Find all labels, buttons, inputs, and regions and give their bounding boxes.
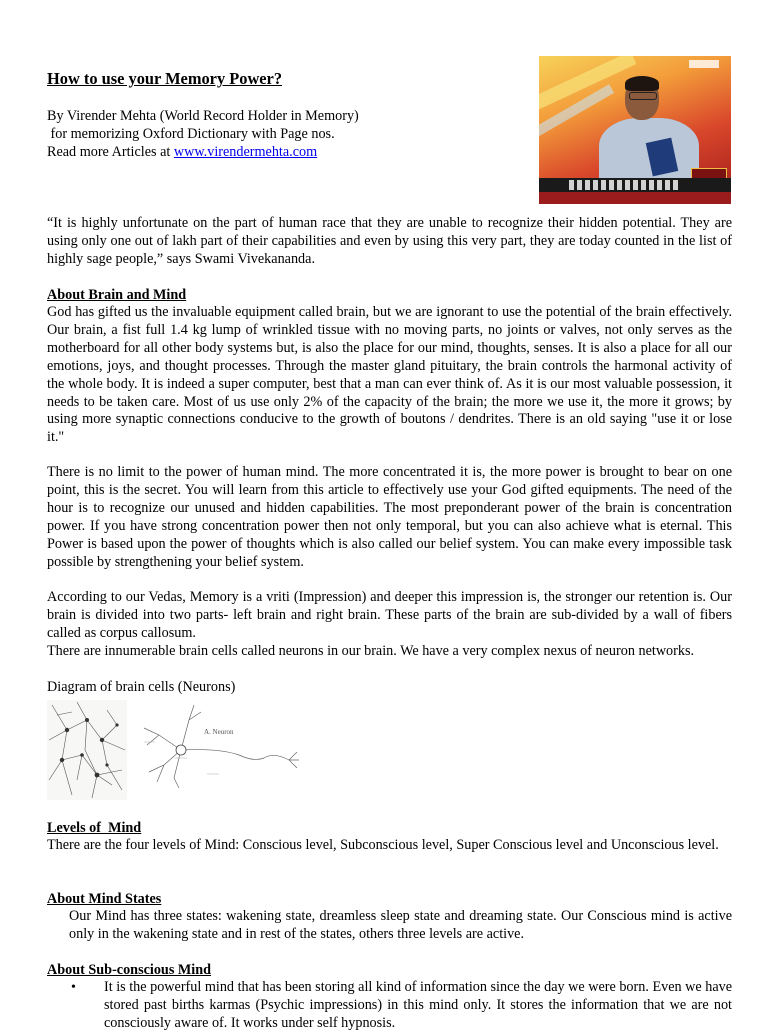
heading-levels-of-mind: Levels of Mind bbox=[47, 820, 142, 836]
heading-brain-and-mind: About Brain and Mind bbox=[47, 287, 187, 303]
neuron-label: A. Neuron bbox=[204, 728, 234, 736]
heading-mind-states: About Mind States bbox=[47, 891, 162, 907]
vivekananda-quote: “It is highly unfortunate on the part of human race that they are unable to recognize their hidden potential. They are using only one out of lakh part of their capabilities and even by using this very part, they are today counted in the list of highly sage people,” says Swami Vivekananda. bbox=[47, 215, 732, 267]
paragraph-levels-of-mind: There are the four levels of Mind: Conscious level, Subconscious level, Super Conscious level and Unconscious level. bbox=[47, 837, 719, 853]
article-title: How to use your Memory Power? bbox=[47, 69, 283, 88]
author-tv-photo bbox=[539, 56, 731, 204]
heading-subconscious-mind: About Sub-conscious Mind bbox=[47, 962, 211, 978]
paragraph-power-of-mind: There is no limit to the power of human mind. The more concentrated it is, the more power is brought to bear on one point, this is the secret. You will learn from this article to effectively use your God gifted equipments. The need of the hour is to recognize our unused and hidden capabilities. The most preponderant power of the brain is concentration power. If you have strong concentration power then not only temporal, but you can also achieve what is eternal. This Power is based upon the power of thoughts which is also called our belief system. You can make every impossible task possible by strengthening your belief system. bbox=[47, 464, 732, 570]
paragraph-brain-and-mind: God has gifted us the invaluable equipment called brain, but we are ignorant to use the potential of the brain effectively. Our brain, a fist full 1.4 kg lump of wrinkled tissue with no moving parts, no joints or valves, not only serves as the motherboard for all other body systems but, is also the place for our mind, thoughts, senses. It is also a place for all our emotions, joys, and thought processes. Through the master gland pituitary, the brain controls the harmonal activity of the whole body. It is indeed a super computer, best that a man can ever think of. As it is our most valuable possession, it needs to be taken care. Most of us use only 2% of the capacity of the brain; the more we use it, the more it grows; by using more synaptic connections conducive to the growth of boutons / dendrites. There is an old saying "use it or lose it." bbox=[47, 304, 732, 446]
paragraph-vedas-memory: According to our Vedas, Memory is a vriti (Impression) and deeper this impression is, the stronger our retention is. Our brain is divided into two parts- left brain and right brain. These parts of the brain are sub-divided by a wall of fibers called as corpus callosum. bbox=[47, 589, 732, 641]
paragraph-neurons: There are innumerable brain cells called neurons in our brain. We have a very complex nexus of neuron networks. bbox=[47, 643, 695, 659]
byline-more-label: Read more Articles at bbox=[47, 143, 174, 160]
bullet-icon: • bbox=[71, 980, 76, 995]
paragraph-mind-states: Our Mind has three states: wakening state, dreamless sleep state and dreaming state. Our Conscious mind is active only in the wakening state and in rest of the states, others three levels are active. bbox=[69, 908, 732, 942]
diagram-caption: Diagram of brain cells (Neurons) bbox=[47, 679, 236, 695]
byline-record: for memorizing Oxford Dictionary with Page nos. bbox=[47, 125, 335, 142]
channel-logo-icon bbox=[689, 60, 719, 68]
website-link[interactable]: www.virendermehta.com bbox=[173, 143, 318, 160]
byline-more bbox=[47, 144, 517, 162]
byline bbox=[47, 108, 517, 162]
neuron-network-image bbox=[47, 700, 127, 800]
byline-author: By Virender Mehta (World Record Holder in Memory) bbox=[47, 108, 359, 124]
neuron-diagram bbox=[139, 700, 299, 790]
bullet-text-subconscious: It is the powerful mind that has been storing all kind of information since the day we were born. Even we have stored past births karmas (Psychic impressions) in this mind only. It stores the information that we are not consciously aware of. It works under self hypnosis. bbox=[104, 979, 733, 1031]
